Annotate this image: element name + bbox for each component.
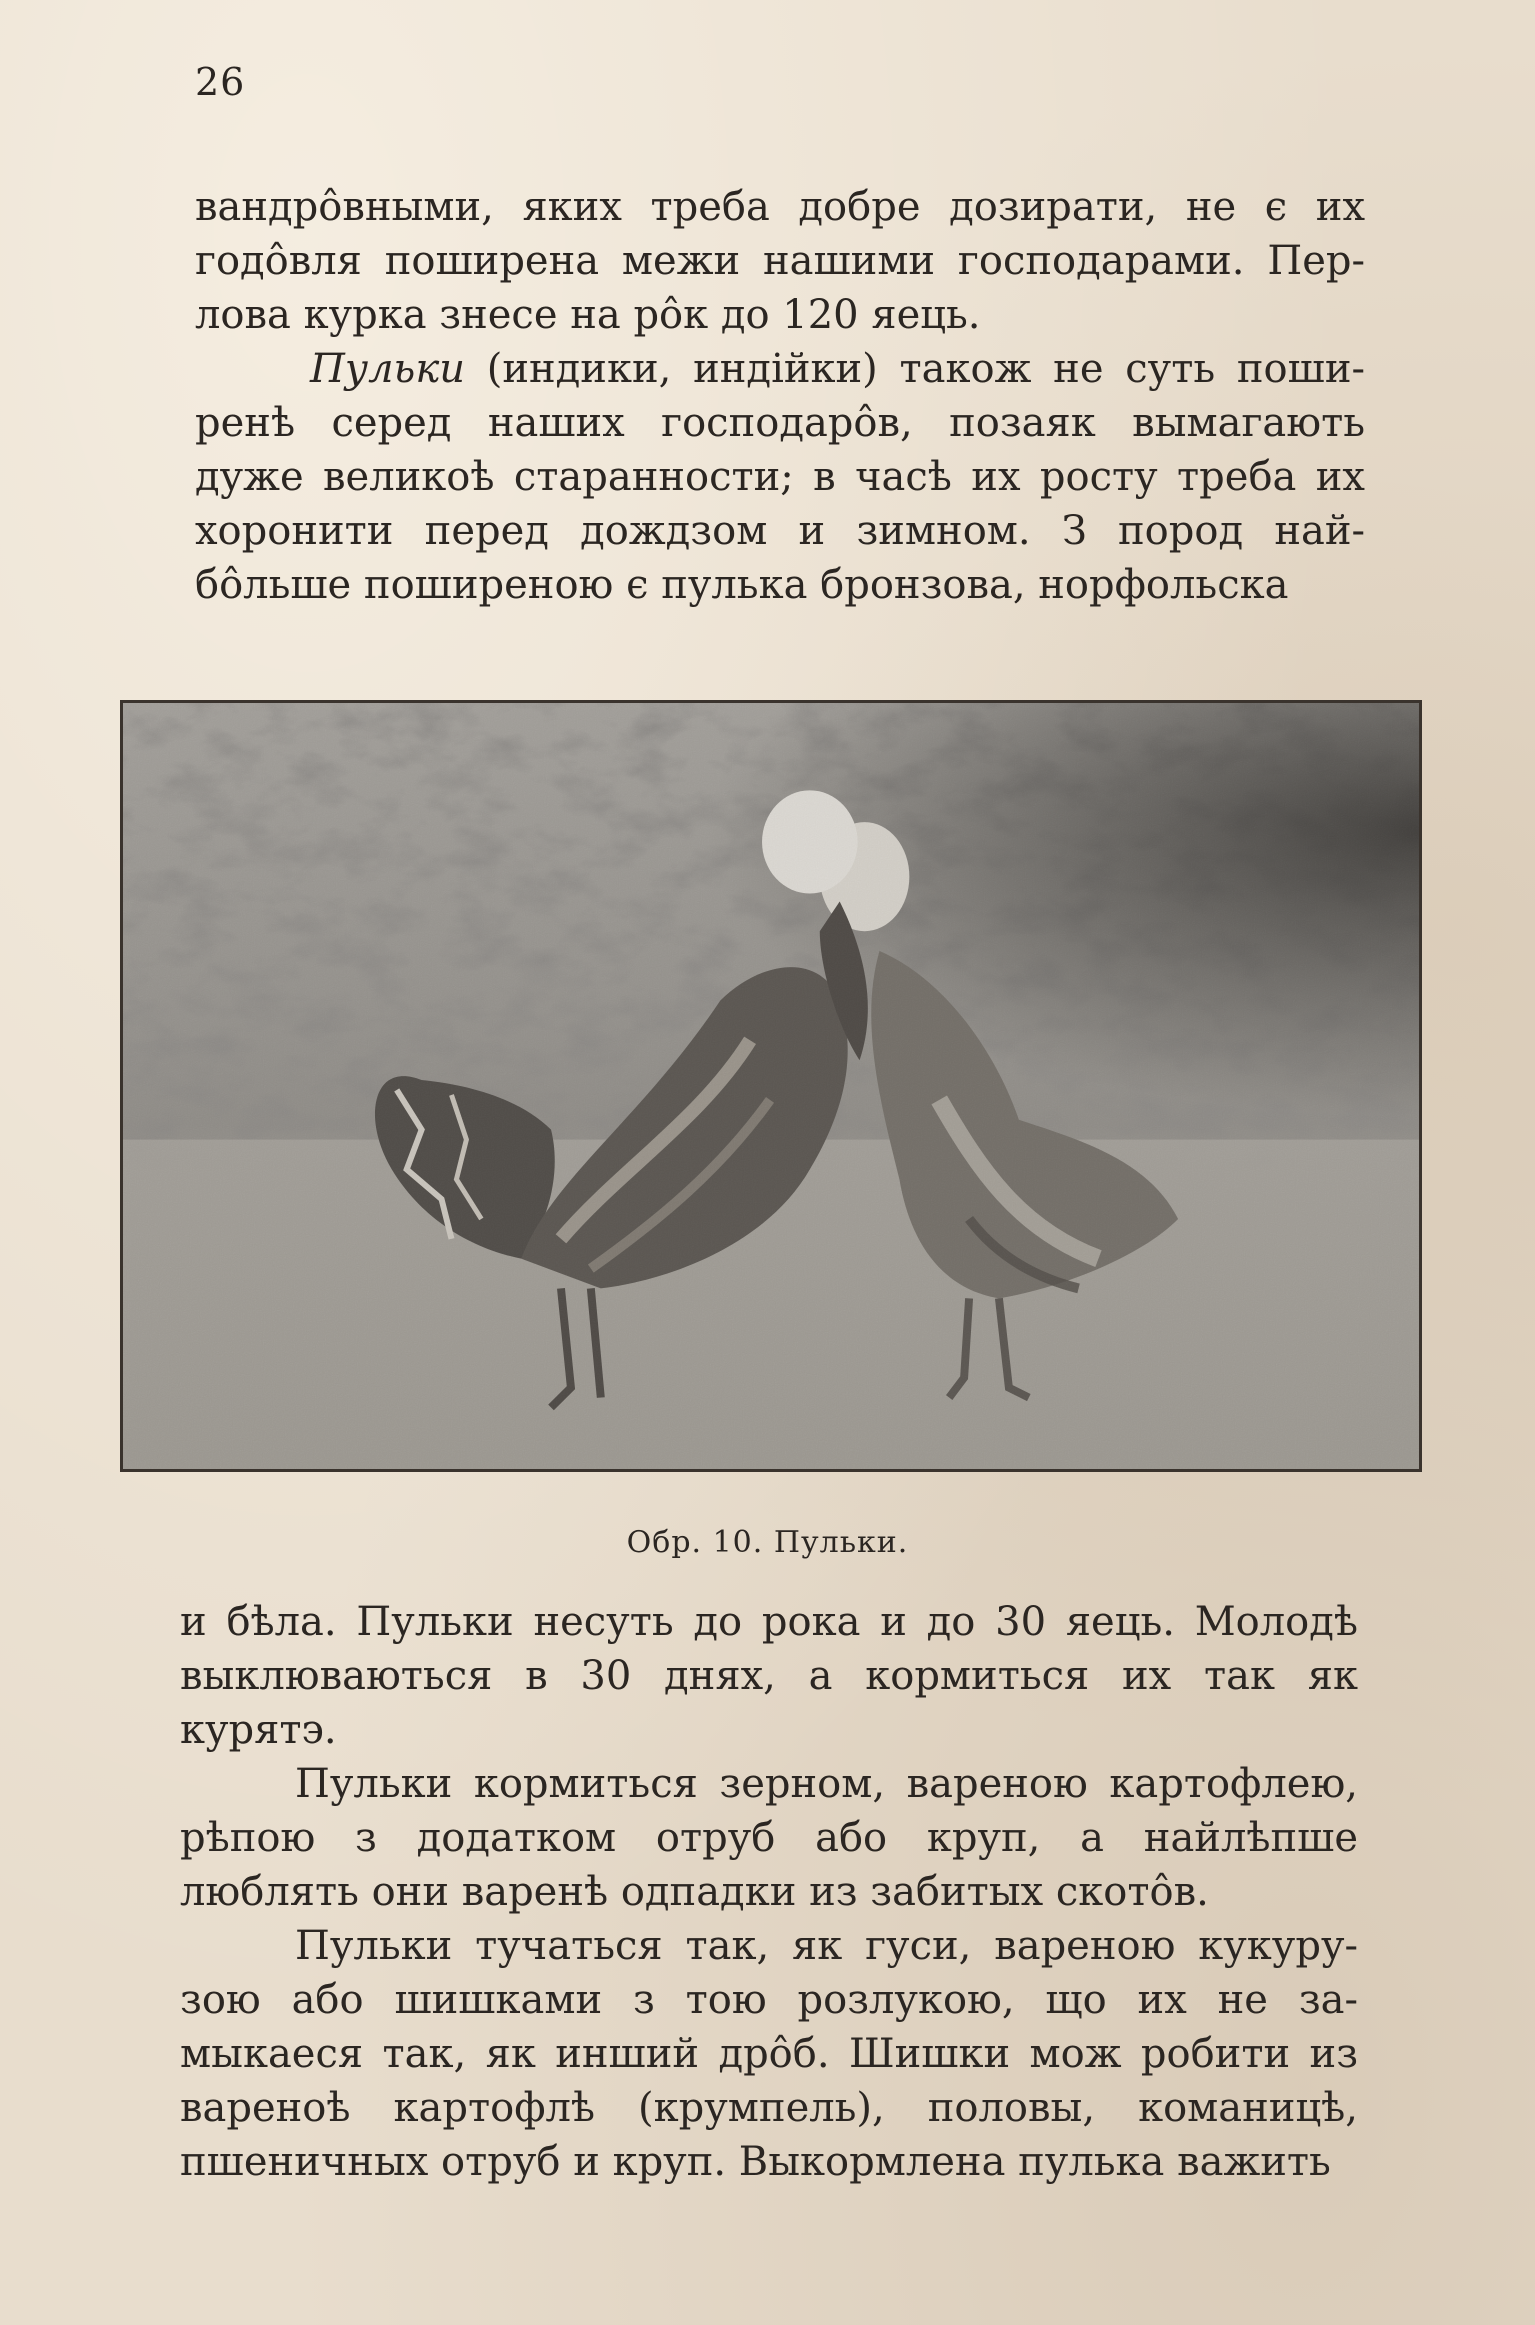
text-line: хоронити перед дождзом и зимном. З пород най- (195, 508, 1365, 554)
text-line: выклюваються в 30 днях, а кормиться их так як курятэ. (180, 1653, 1358, 1753)
bottom-text-block (180, 1595, 1358, 2189)
text-line: лова курка знесе на рôк до 120 яець. (195, 292, 981, 338)
figure-caption: Обр. 10. Пульки. (626, 1525, 909, 1560)
paragraph-bottom-1 (180, 1595, 1358, 1757)
text-line: и бѣла. Пульки несуть до рока и до 30 яець. Молодѣ (180, 1599, 1358, 1645)
paragraph-top-1 (195, 180, 1365, 342)
text-line: (индики, индійки) також не суть поши- (464, 346, 1365, 392)
photo-illustration (123, 703, 1419, 1469)
text-line: годôвля поширена межи нашими господарами. Пер- (195, 238, 1365, 284)
text-line: дуже великоѣ старанности; в часѣ их росту треба их (195, 454, 1365, 500)
text-line: зою або шишками з тою розлукою, що их не за- (180, 1977, 1358, 2023)
text-line: мыкаеся так, як инший дрôб. Шишки мож робити (180, 2031, 1291, 2077)
text-line: вандрôвными, яких треба добре дозирати, не є их (195, 184, 1365, 230)
text-line: Пульки кормиться зерном, вареною картофлею, (295, 1761, 1358, 1807)
page-number: 26 (195, 60, 246, 104)
paragraph-top-2 (195, 342, 1365, 612)
top-text-block (195, 180, 1365, 612)
paragraph-bottom-3 (180, 1919, 1358, 2189)
text-line: ренѣ серед наших господарôв, позаяк вымагають (195, 400, 1365, 446)
text-line: рѣпою з додатком отруб або круп, а найлѣпше (180, 1815, 1358, 1861)
text-line: бôльше поширеною є пулька бронзова, норфольска (195, 562, 1289, 608)
italic-term: Пульки (310, 346, 465, 392)
text-line: пшеничных отруб и круп. Выкормлена пулька важить (180, 2139, 1331, 2185)
text-line: из вареноѣ картофлѣ (крумпель), половы, команицѣ, (180, 2031, 1359, 2131)
turkey-photograph (120, 700, 1422, 1472)
text-line: Пульки тучаться так, як гуси, вареною кукуру- (295, 1923, 1358, 1969)
paragraph-bottom-2 (180, 1757, 1358, 1919)
text-line: люблять они варенѣ одпадки из забитых скотôв. (180, 1869, 1209, 1915)
